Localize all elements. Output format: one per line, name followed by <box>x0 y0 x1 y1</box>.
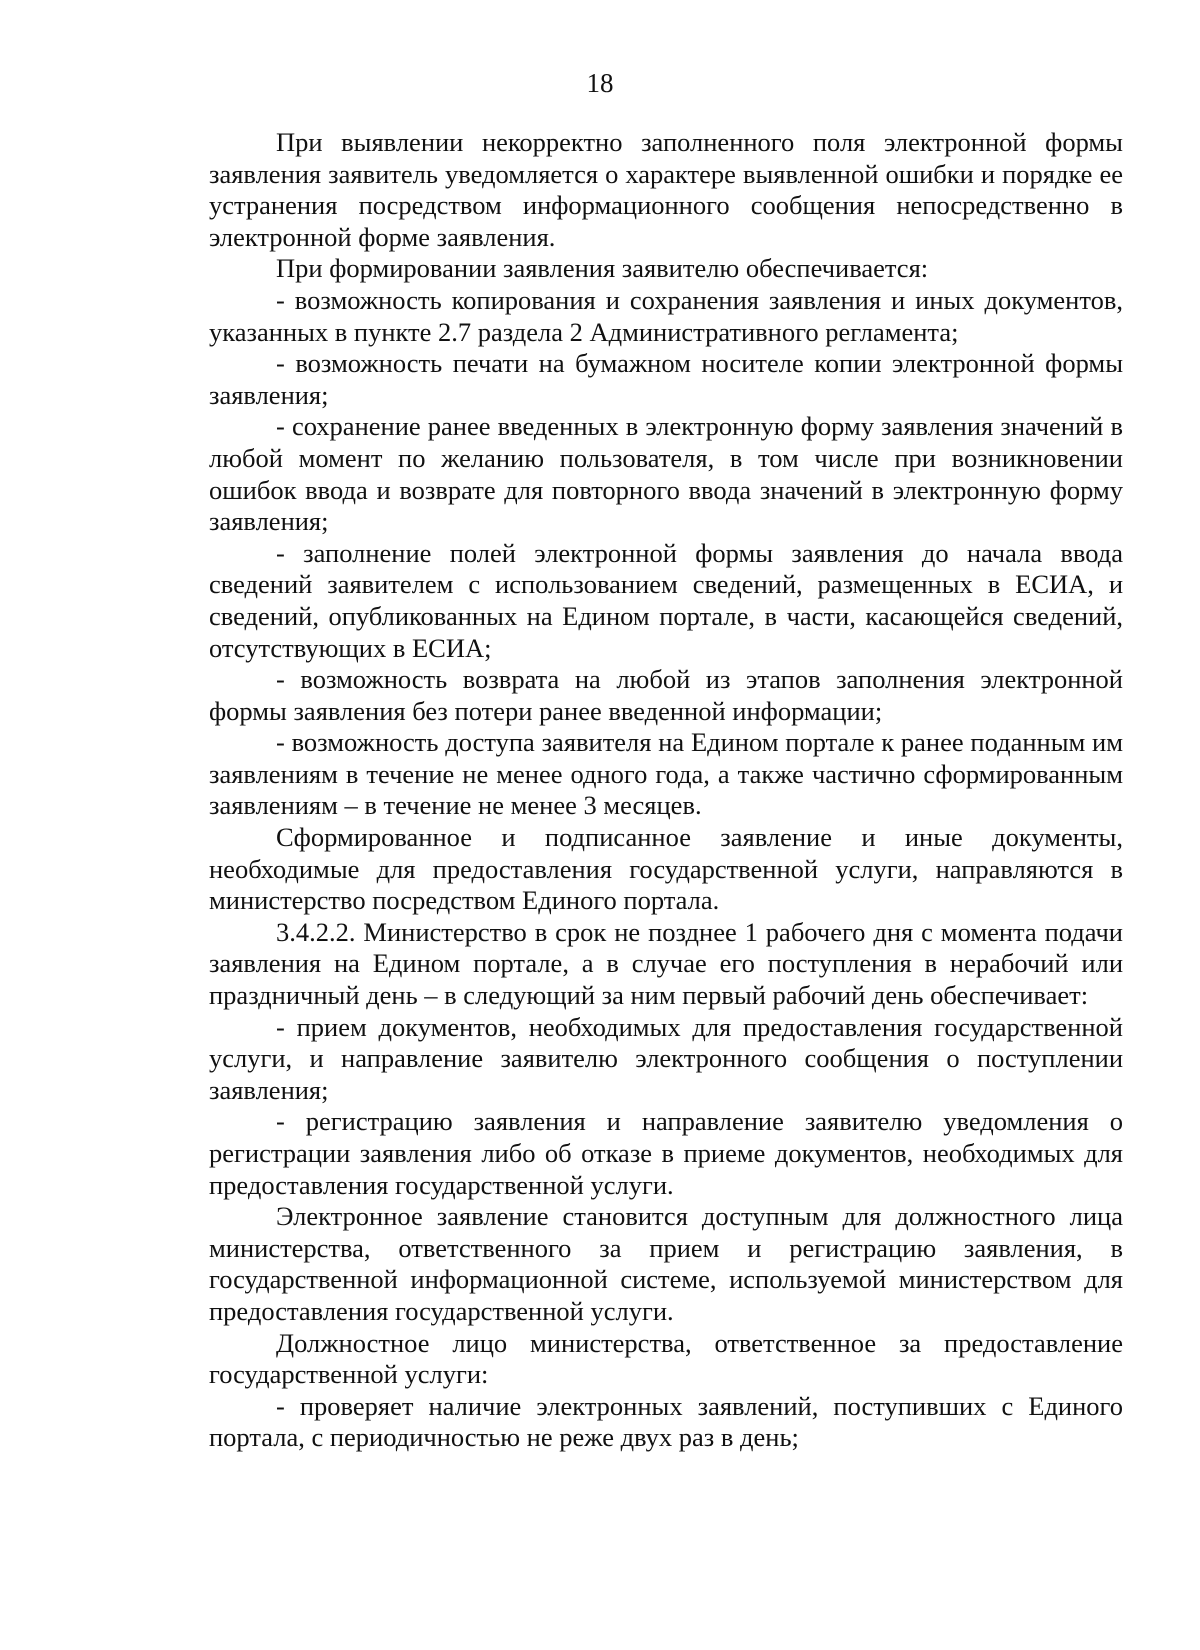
document-body <box>209 127 1123 1454</box>
page-number: 18 <box>586 68 614 98</box>
paragraph: Должностное лицо министерства, ответственное за предоставление государственной услуги: <box>209 1327 1123 1390</box>
list-item: - заполнение полей электронной формы заявления до начала ввода сведений заявителем с использованием сведений, размещенных в ЕСИА, и сведений, опубликованных на Едином портале, в части, касающейся сведений, отсутствующих в ЕСИА; <box>209 537 1123 663</box>
paragraph: При выявлении некорректно заполненного поля электронной формы заявления заявитель уведомляется о характере выявленной ошибки и порядке ее устранения посредством информационного сообщения непосредственно в электронной форме заявления. <box>209 127 1123 252</box>
paragraph: Сформированное и подписанное заявление и иные документы, необходимые для предоставления государственной услуги, направляются в министерство посредством Единого портала. <box>209 822 1123 916</box>
list-item: - возможность копирования и сохранения заявления и иных документов, указанных в пункте 2.7 раздела 2 Административного регламента; <box>209 284 1123 347</box>
paragraph: Электронное заявление становится доступным для должностного лица министерства, ответственного за прием и регистрацию заявления, в государственной информационной системе, используемой министерством для предоставления государственной услуги. <box>209 1201 1123 1326</box>
list-item: - сохранение ранее введенных в электронную форму заявления значений в любой момент по желанию пользователя, в том числе при возникновении ошибок ввода и возврате для повторного ввода значений в электронную форму заявления; <box>209 411 1123 537</box>
list-item: - возможность доступа заявителя на Едином портале к ранее поданным им заявлениям в течение не менее одного года, а также частично сформированным заявлениям – в течение не менее 3 месяцев. <box>209 727 1123 821</box>
list-item: - регистрацию заявления и направление заявителю уведомления о регистрации заявления либо об отказе в приеме документов, необходимых для предоставления государственной услуги. <box>209 1106 1123 1200</box>
paragraph: При формировании заявления заявителю обеспечивается: <box>276 253 929 284</box>
list-item: - проверяет наличие электронных заявлений, поступивших с Единого портала, с периодичностью не реже двух раз в день; <box>209 1390 1123 1453</box>
list-item: - возможность печати на бумажном носителе копии электронной формы заявления; <box>209 348 1123 410</box>
list-item: - прием документов, необходимых для предоставления государственной услуги, и направление заявителю электронного сообщения о поступлении заявления; <box>209 1011 1123 1105</box>
paragraph: 3.4.2.2. Министерство в срок не позднее 1 рабочего дня с момента подачи заявления на Едином портале, а в случае его поступления в нерабочий или праздничный день – в следующий за ним первый рабочий день обеспечивает: <box>209 916 1123 1011</box>
list-item: - возможность возврата на любой из этапов заполнения электронной формы заявления без потери ранее введенной информации; <box>209 664 1123 726</box>
